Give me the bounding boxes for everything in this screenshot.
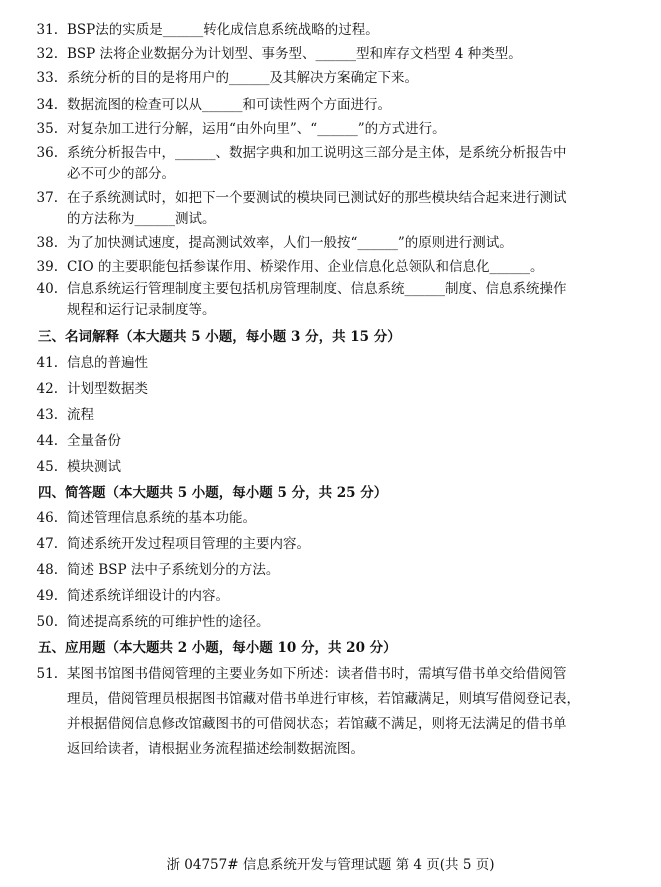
question-text: 某图书馆图书借阅管理的主要业务如下所述：读者借书时，需填写借书单交给借阅管 [67,666,567,682]
question-number: 38. [36,235,58,251]
question-text: BSP法的实质是______转化成信息系统战略的过程。 [67,22,379,38]
question-text: 对复杂加工进行分解，运用“由外向里”、“______”的方式进行。 [67,121,446,137]
question-number: 33. [36,70,58,86]
question-number: 43. [36,407,58,423]
question-number: 35. [36,121,58,137]
question-text: 系统分析报告中，______、数据字典和加工说明这三部分是主体，是系统分析报告中 [67,145,567,161]
question-text: 模块测试 [67,459,121,475]
question-text: 在子系统测试时，如把下一个要测试的模块同已测试好的那些模块结合起来进行测试 [67,190,567,206]
question-text: 计划型数据类 [67,381,148,397]
question-number: 32. [36,46,58,62]
question-number: 42. [36,381,58,397]
question-text-continued: 必不可少的部分。 [67,166,175,182]
question-number: 31. [36,22,58,38]
question-text-continued: 的方法称为______测试。 [67,211,216,227]
question-text: 全量备份 [67,433,121,449]
question-text: 信息的普遍性 [67,355,148,371]
question-text: 简述系统详细设计的内容。 [67,588,229,604]
question-text: 系统分析的目的是将用户的______及其解决方案确定下来。 [67,70,418,86]
question-text-continued: 规程和运行记录制度等。 [67,302,216,318]
question-number: 36. [36,145,58,161]
question-number: 46. [36,510,58,526]
question-text: 简述系统开发过程项目管理的主要内容。 [67,536,310,552]
question-text: 数据流图的检查可以从______和可读性两个方面进行。 [67,97,391,113]
page-footer: 浙 04757# 信息系统开发与管理试题 第 4 页(共 5 页) [166,857,495,873]
question-number: 49. [36,588,58,604]
question-text-continued: 理员，借阅管理员根据图书馆藏对借书单进行审核，若馆藏满足，则填写借阅登记表， [67,691,580,707]
section-3-heading: 三、名词解释（本大题共 5 小题，每小题 3 分，共 15 分） [38,329,401,345]
question-text: BSP 法将企业数据分为计划型、事务型、______型和库存文档型 4 种类型。 [67,46,522,62]
section-5-heading: 五、应用题（本大题共 2 小题，每小题 10 分，共 20 分） [38,640,397,656]
question-number: 40. [36,281,58,297]
question-text: 信息系统运行管理制度主要包括机房管理制度、信息系统______制度、信息系统操作 [67,281,567,297]
question-text: CIO 的主要职能包括参谋作用、桥梁作用、企业信息化总领队和信息化______。 [67,259,544,275]
question-number: 34. [36,97,58,113]
question-text: 简述管理信息系统的基本功能。 [67,510,256,526]
question-number: 51. [36,666,58,682]
question-text-continued: 并根据借阅信息修改馆藏图书的可借阅状态；若馆藏不满足，则将无法满足的借书单 [67,716,567,732]
question-number: 41. [36,355,58,371]
question-text: 简述 BSP 法中子系统划分的方法。 [67,562,280,578]
question-text: 流程 [67,407,94,423]
question-number: 39. [36,259,58,275]
question-number: 44. [36,433,58,449]
question-number: 37. [36,190,58,206]
question-text-continued: 返回给读者，请根据业务流程描述绘制数据流图。 [67,741,364,757]
question-text: 为了加快测试速度，提高测试效率，人们一般按“______”的原则进行测试。 [67,235,513,251]
question-text: 简述提高系统的可维护性的途径。 [67,614,270,630]
question-number: 47. [36,536,58,552]
question-number: 50. [36,614,58,630]
section-4-heading: 四、简答题（本大题共 5 小题，每小题 5 分，共 25 分） [38,485,388,501]
question-number: 48. [36,562,58,578]
question-number: 45. [36,459,58,475]
